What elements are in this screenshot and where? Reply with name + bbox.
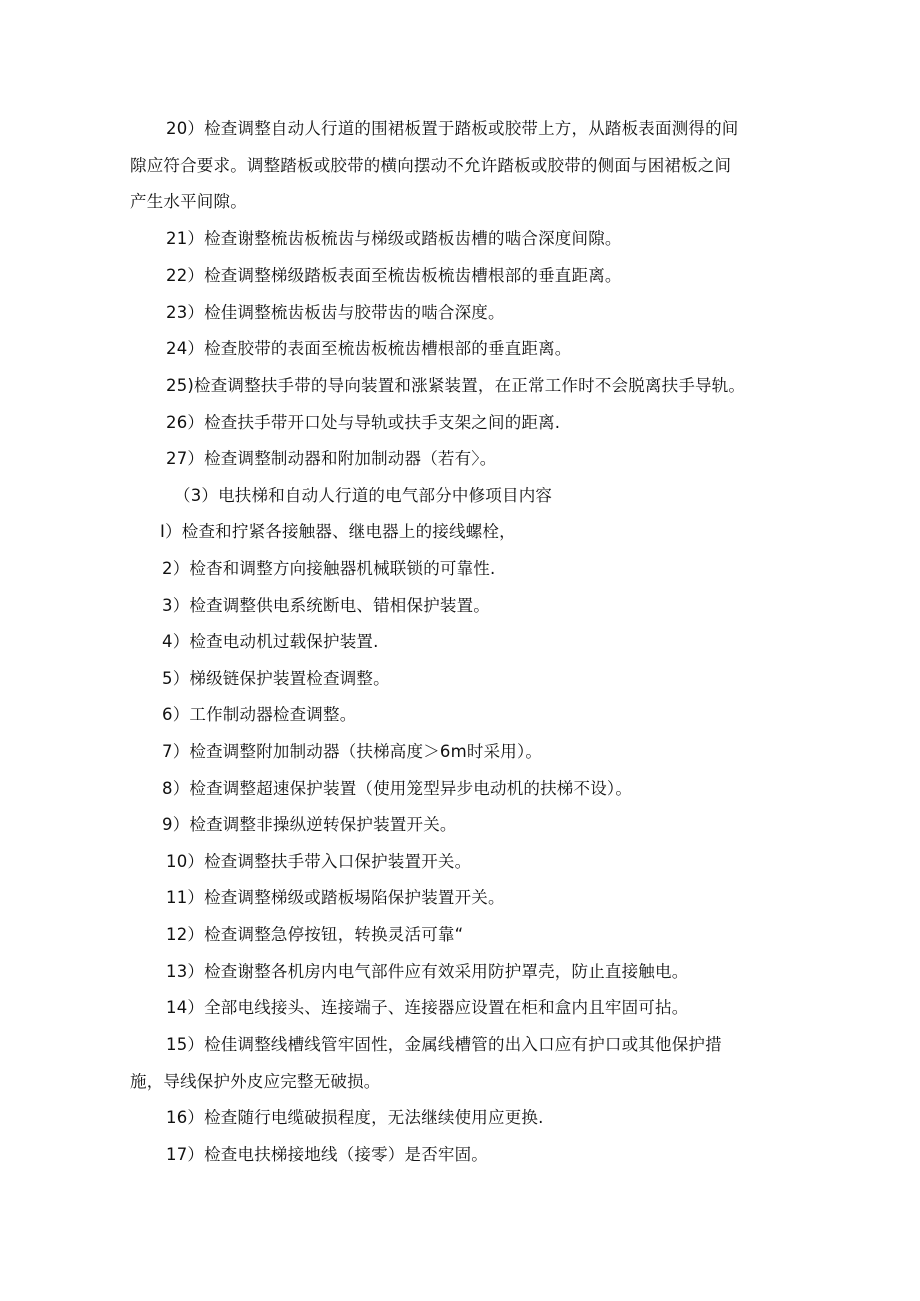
paragraph-line: 23）检佳调整梳齿板齿与胶带齿的啮合深度。 xyxy=(166,303,505,322)
paragraph-line: 3）检查调整供电系统断电、错相保护装置。 xyxy=(162,596,490,615)
paragraph-elec-10 xyxy=(130,844,795,881)
paragraph-line: （3）电扶梯和自动人行道的电气部分中修项目内容 xyxy=(174,486,553,505)
paragraph-line: 24）检查胶带的表面至梳齿板梳齿槽根部的垂直距离。 xyxy=(166,339,572,358)
paragraph-line: 10）检查调整扶手带入口保护装置开关。 xyxy=(166,852,472,871)
paragraph-elec-9 xyxy=(130,807,795,844)
paragraph-item-23 xyxy=(130,295,795,332)
paragraph-line: 产生水平间隙。 xyxy=(130,192,247,211)
paragraph-elec-4 xyxy=(130,624,795,661)
paragraph-item-25 xyxy=(130,368,795,405)
paragraph-elec-3 xyxy=(130,588,795,625)
paragraph-elec-12 xyxy=(130,917,795,954)
paragraph-item-21 xyxy=(130,221,795,258)
paragraph-line: 11）检查调整梯级或踏板埸陷保护装置开关。 xyxy=(166,888,505,907)
paragraph-line: 16）检查随行电缆破损程度，无法继续使用应更换. xyxy=(166,1108,544,1127)
paragraph-line: 17）检查电扶梯接地线（接零）是否牢固。 xyxy=(166,1145,488,1164)
paragraph-line: 25)检查调整扶手带的导向装置和涨紧装置，在正常工作时不会脱离扶手导轨。 xyxy=(166,376,746,395)
paragraph-item-24 xyxy=(130,331,795,368)
paragraph-elec-11 xyxy=(130,880,795,917)
paragraph-line: 7）检查调整附加制动器（扶梯高度＞6m时采用）。 xyxy=(162,742,543,761)
section-heading xyxy=(130,478,795,515)
paragraph-line: 27）检查调整制动器和附加制动器（若有〉。 xyxy=(166,449,497,468)
paragraph-elec-6 xyxy=(130,697,795,734)
paragraph-line: 20）检查调整自动人行道的围裙板置于踏板或胶带上方，从踏板表面测得的间 xyxy=(166,119,739,138)
paragraph-item-26 xyxy=(130,405,795,442)
paragraph-elec-13 xyxy=(130,954,795,991)
paragraph-line: I）检查和拧紧各接触器、继电器上的接线螺栓， xyxy=(160,522,516,541)
paragraph-elec-16 xyxy=(130,1100,795,1137)
paragraph-line: 13）检查谢整各机房内电气部件应有效采用防护罩壳，防止直接触电。 xyxy=(166,962,689,981)
paragraph-elec-14 xyxy=(130,990,795,1027)
paragraph-line: 4）检查电动机过载保护装置. xyxy=(162,632,379,651)
paragraph-line: 21）检查谢整梳齿板梳齿与梯级或踏板齿槽的啮合深度间隙。 xyxy=(166,229,622,248)
paragraph-elec-17 xyxy=(130,1137,795,1174)
paragraph-line: 22）检查调整梯级踏板表面至梳齿板梳齿槽根部的垂直距离。 xyxy=(166,266,622,285)
paragraph-elec-5 xyxy=(130,661,795,698)
paragraph-item-22 xyxy=(130,258,795,295)
paragraph-elec-15 xyxy=(130,1027,795,1100)
paragraph-line: 12）检查调整急停按钮，转换灵活可靠“ xyxy=(166,925,464,944)
paragraph-elec-1 xyxy=(130,514,795,551)
paragraph-line: 隙应符合要求。调整踏板或胶带的横向摆动不允许踏板或胶带的侧面与困裙板之间 xyxy=(130,155,732,175)
paragraph-line: 5）梯级链保护装置检查调整。 xyxy=(162,669,390,688)
paragraph-line: 8）检查调整超速保护装置（使用笼型异步电动机的扶梯不设）。 xyxy=(162,779,633,798)
paragraph-line: 14）全部电线接头、连接端子、连接器应设置在柜和盒内且牢固可拈。 xyxy=(166,998,689,1017)
paragraph-line: 26）检查扶手带开口处与导轨或扶手支架之间的距离. xyxy=(166,413,561,432)
paragraph-line: 2）检杳和调整方向接触器机械联锁的可靠性. xyxy=(162,559,496,578)
paragraph-line: 6）工作制动器检查调整。 xyxy=(162,705,357,724)
paragraph-line: 9）检查调整非操纵逆转保护装置开关。 xyxy=(162,815,457,834)
paragraph-line: 施，导线保护外皮应完整无破损。 xyxy=(130,1071,381,1091)
paragraph-elec-8 xyxy=(130,771,795,808)
paragraph-item-27 xyxy=(130,441,795,478)
paragraph-item-20 xyxy=(130,111,795,221)
paragraph-elec-2 xyxy=(130,551,795,588)
paragraph-elec-7 xyxy=(130,734,795,771)
paragraph-line: 15）检佳调整线槽线管牢固性，金属线槽管的出入口应有护口或其他保护措 xyxy=(166,1035,722,1054)
